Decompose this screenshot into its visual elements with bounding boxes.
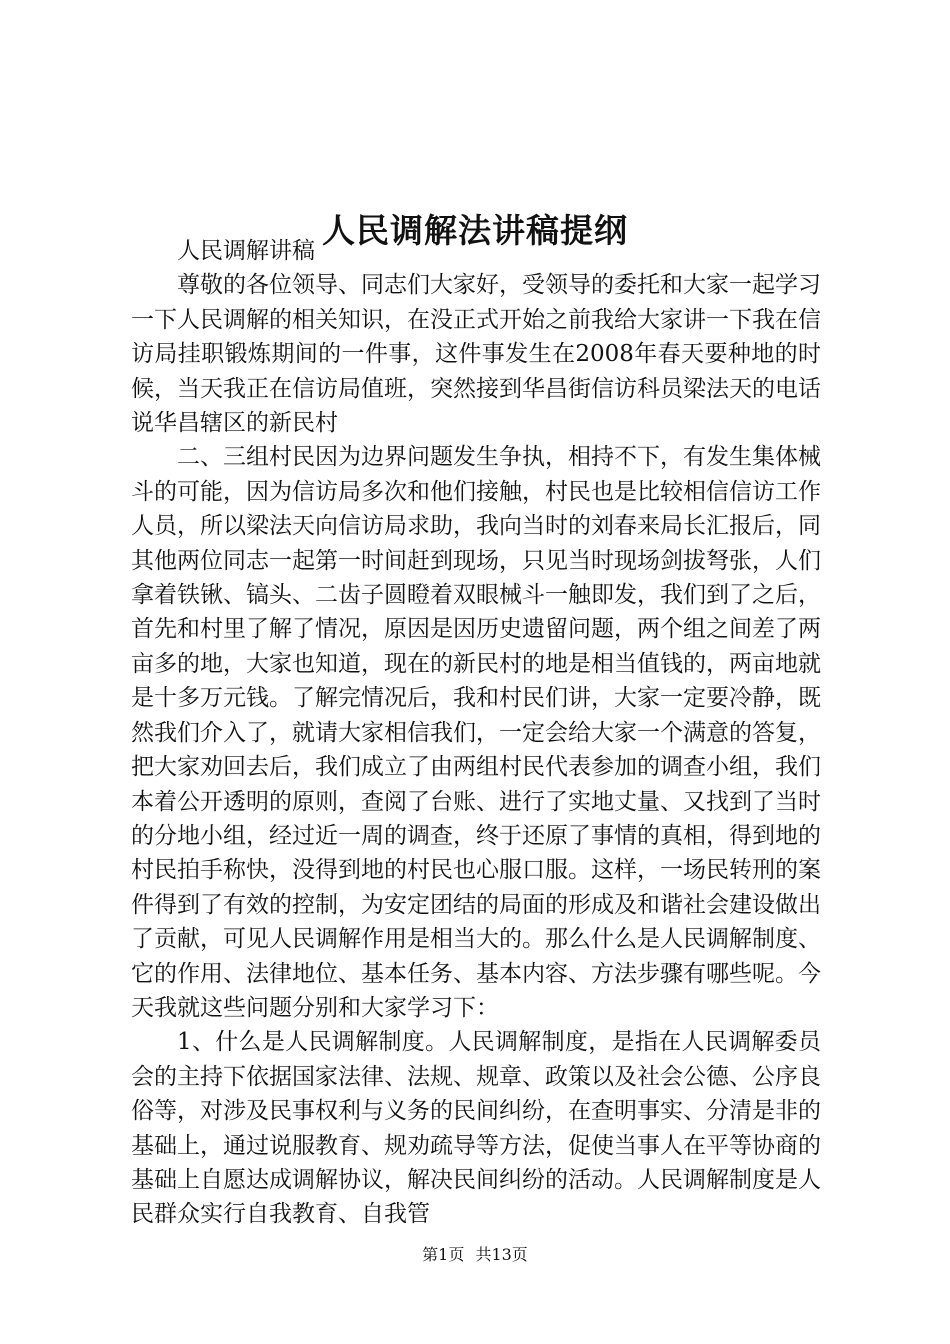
paragraph-story: 二、三组村民因为边界问题发生争执，相持不下，有发生集体械斗的可能，因为信访局多次和他们接触，村民也是比较相信信访工作人员，所以梁法天向信访局求助，我向当时的刘春来局长汇报后，同其他两位同志一起第一时间赶到现场，只见当时现场剑拔弩张，人们拿着铁锹、镐头、二齿子圆瞪着双眼械斗一触即发，我们到了之后，首先和村里了解了情况，原因是因历史遗留问题，两个组之间差了两亩多的地，大家也知道，现在的新民村的地是相当值钱的，两亩地就是十多万元钱。了解完情况后，我和村民们讲，大家一定要冷静，既然我们介入了，就请大家相信我们，一定会给大家一个满意的答复，把大家劝回去后，我们成立了由两组村民代表参加的调查小组，我们本着公开透明的原则，查阅了台账、进行了实地丈量、又找到了当时的分地小组，经过近一周的调查，终于还原了事情的真相，得到地的村民拍手称快，没得到地的村民也心服口服。这样，一场民转刑的案件得到了有效的控制，为安定团结的局面的形成及和谐社会建设做出了贡献，可见人民调解作用是相当大的。那么什么是人民调解制度、它的作用、法律地位、基本任务、基本内容、方法步骤有哪些呢。今天我就这些问题分别和大家学习下：: [131, 444, 821, 1021]
page-number: 第1页 共13页: [422, 1245, 528, 1264]
paragraph-opening: 尊敬的各位领导、同志们大家好，受领导的委托和大家一起学习一下人民调解的相关知识，在没正式开始之前我给大家讲一下我在信访局挂职锻炼期间的一件事，这件事发生在2008年春天要种地的时候，当天我正在信访局值班，突然接到华昌街信访科员梁法天的电话说华昌辖区的新民村: [131, 272, 821, 437]
document-body: [131, 234, 821, 1232]
paragraph-definition: 1、什么是人民调解制度。人民调解制度，是指在人民调解委员会的主持下依据国家法律、法规、规章、政策以及社会公德、公序良俗等，对涉及民事权利与义务的民间纠纷，在查明事实、分清是非的基础上，通过说服教育、规劝疏导等方法，促使当事人在平等协商的基础上自愿达成调解协议，解决民间纠纷的活动。人民调解制度是人民群众实行自我教育、自我管: [131, 1029, 821, 1228]
paragraph-subtitle: 人民调解讲稿: [177, 238, 315, 264]
document-title: 人民调解法讲稿提纲: [322, 211, 628, 251]
